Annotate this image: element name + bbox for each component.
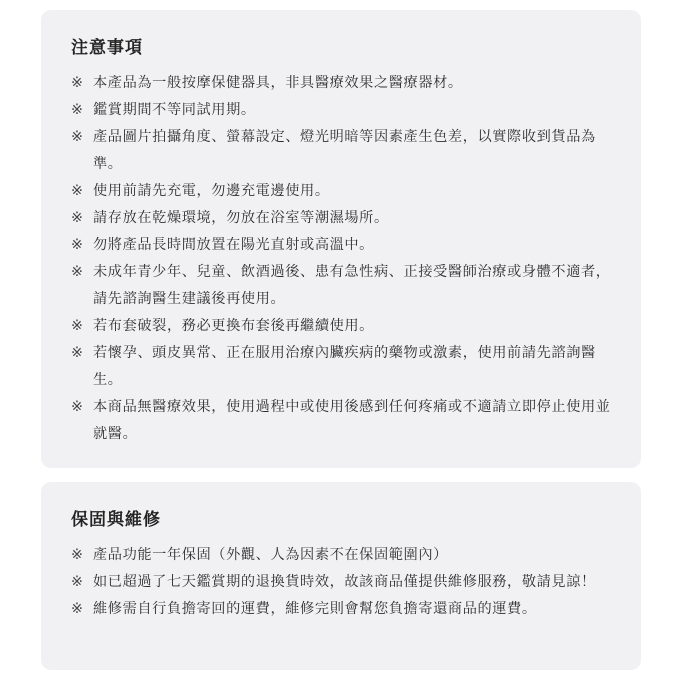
reference-mark-icon: ※ <box>71 75 84 91</box>
notice-item-text: 未成年青少年、兒童、飲酒過後、患有急性病、正接受醫師治療或身體不適者，請先諮詢醫生建議後再使用。 <box>93 264 611 307</box>
list-item <box>71 596 613 623</box>
reference-mark-icon: ※ <box>71 547 84 563</box>
reference-mark-icon: ※ <box>71 210 84 226</box>
reference-mark-icon: ※ <box>71 345 84 361</box>
list-item <box>71 340 613 394</box>
warranty-title: 保固與維修 <box>71 510 161 530</box>
reference-mark-icon: ※ <box>71 399 84 415</box>
notice-item-text: 若布套破裂，務必更換布套後再繼續使用。 <box>93 318 374 334</box>
notice-item-text: 使用前請先充電，勿邊充電邊使用。 <box>93 183 330 199</box>
reference-mark-icon: ※ <box>71 318 84 334</box>
reference-mark-icon: ※ <box>71 601 84 617</box>
warranty-list <box>71 542 613 623</box>
notice-list <box>71 70 613 448</box>
notice-item-text: 本商品無醫療效果，使用過程中或使用後感到任何疼痛或不適請立即停止使用並就醫。 <box>93 399 611 442</box>
list-item <box>71 259 613 313</box>
list-item <box>71 205 613 232</box>
warranty-item-text: 維修需自行負擔寄回的運費，維修完則會幫您負擔寄還商品的運費。 <box>93 601 537 617</box>
list-item <box>71 542 613 569</box>
notice-item-text: 請存放在乾燥環境，勿放在浴室等潮濕場所。 <box>93 210 389 226</box>
notice-title: 注意事項 <box>71 38 143 58</box>
list-item <box>71 70 613 97</box>
notice-item-text: 勿將產品長時間放置在陽光直射或高溫中。 <box>93 237 374 253</box>
notice-card <box>41 10 641 468</box>
list-item <box>71 124 613 178</box>
list-item <box>71 178 613 205</box>
notice-item-text: 鑑賞期間不等同試用期。 <box>93 102 256 118</box>
list-item <box>71 394 613 448</box>
notice-item-text: 本產品為一般按摩保健器具，非具醫療效果之醫療器材。 <box>93 75 463 91</box>
warranty-item-text: 產品功能一年保固（外觀、人為因素不在保固範圍內） <box>93 547 448 563</box>
reference-mark-icon: ※ <box>71 129 84 145</box>
reference-mark-icon: ※ <box>71 102 84 118</box>
warranty-card <box>41 482 641 670</box>
list-item <box>71 313 613 340</box>
reference-mark-icon: ※ <box>71 574 84 590</box>
notice-item-text: 若懷孕、頭皮異常、正在服用治療內臟疾病的藥物或激素，使用前請先諮詢醫生。 <box>93 345 596 388</box>
notice-item-text: 產品圖片拍攝角度、螢幕設定、燈光明暗等因素產生色差，以實際收到貨品為準。 <box>93 129 596 172</box>
warranty-item-text: 如已超過了七天鑑賞期的退換貨時效，故該商品僅提供維修服務，敬請見諒！ <box>93 574 596 590</box>
reference-mark-icon: ※ <box>71 183 84 199</box>
list-item <box>71 232 613 259</box>
list-item <box>71 569 613 596</box>
list-item <box>71 97 613 124</box>
reference-mark-icon: ※ <box>71 237 84 253</box>
reference-mark-icon: ※ <box>71 264 84 280</box>
